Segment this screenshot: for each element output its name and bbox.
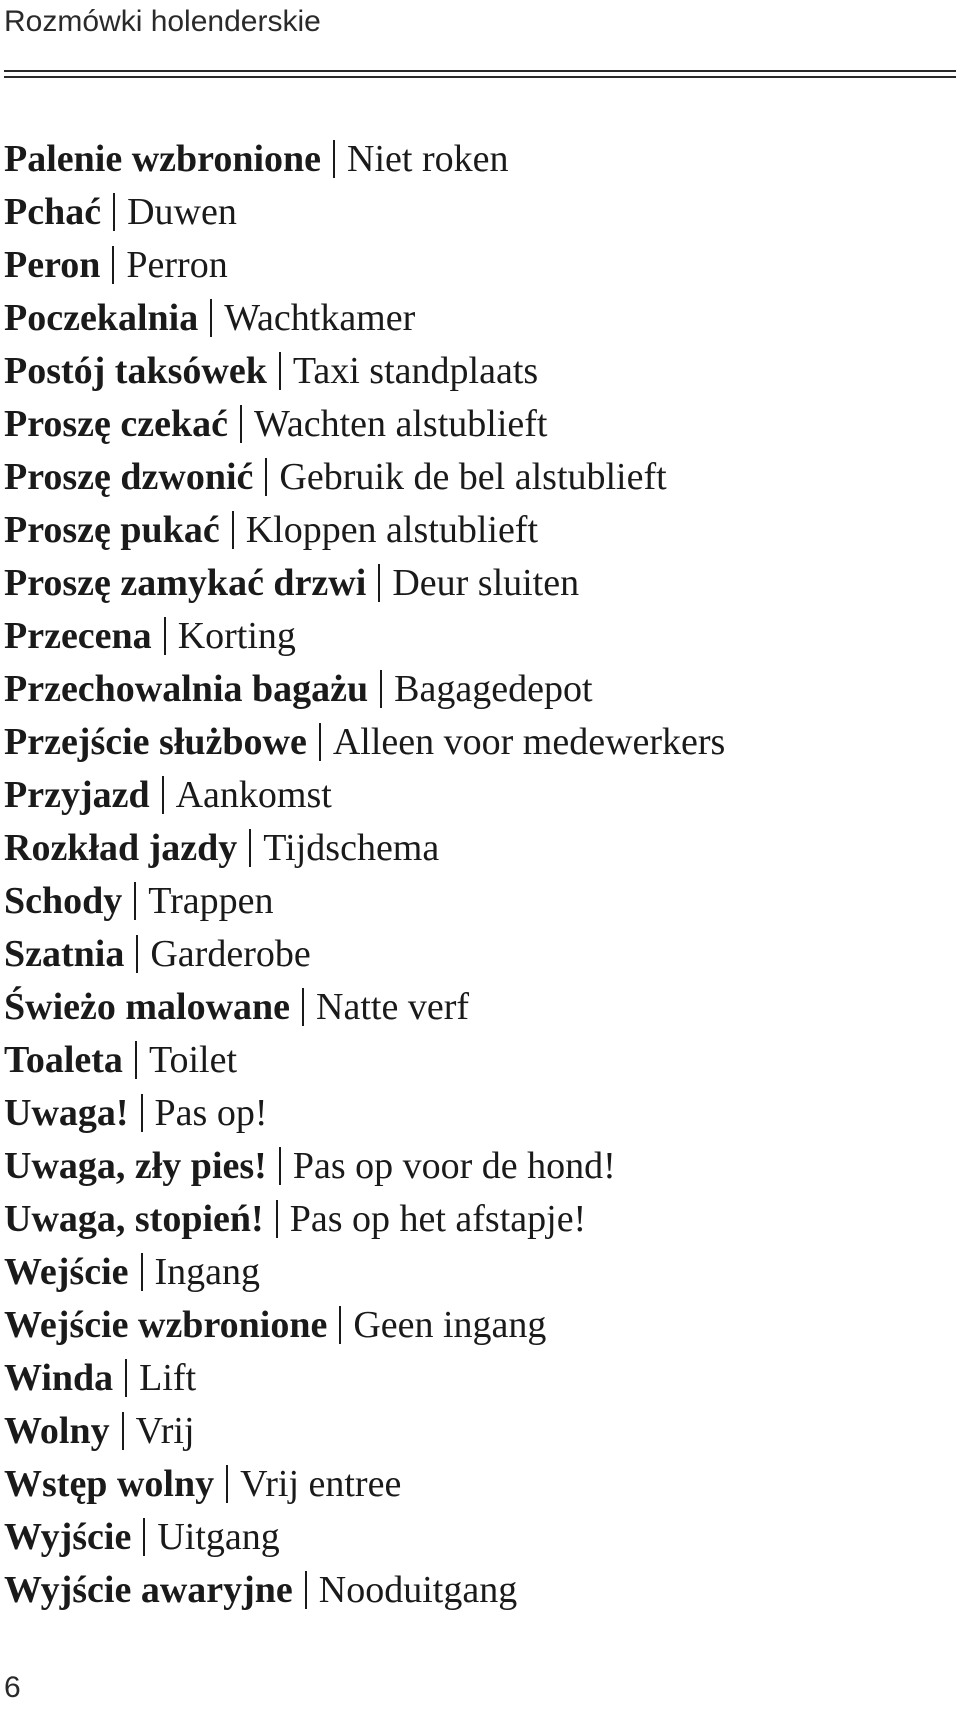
phrase-dutch: Trappen [148,880,274,922]
phrase-dutch: Perron [126,244,228,286]
phrase-dutch: Pas op voor de hond! [292,1145,616,1187]
phrase-dutch: Duwen [127,191,237,233]
phrase-list [4,133,954,1617]
phrase-separator [112,246,114,284]
phrase-polish: Proszę pukać [4,509,220,551]
header-double-rule [4,70,956,78]
phrase-polish: Wejście [4,1251,129,1293]
phrase-item [4,186,954,239]
phrase-polish: Proszę czekać [4,403,229,445]
phrase-dutch: Vrij entree [240,1463,402,1505]
phrase-item [4,1034,954,1087]
phrase-item [4,663,954,716]
phrase-dutch: Gebruik de bel alstublieft [279,456,667,498]
phrase-separator [302,988,304,1026]
phrase-item [4,1458,954,1511]
phrase-separator [276,1200,278,1238]
phrase-polish: Przecena [4,615,152,657]
phrase-polish: Uwaga! [4,1092,129,1134]
phrase-separator [136,935,138,973]
phrase-separator [164,617,166,655]
phrase-item [4,345,954,398]
phrase-separator [135,1041,137,1079]
phrase-item [4,451,954,504]
phrase-polish: Postój taksówek [4,350,267,392]
phrase-separator [143,1518,145,1556]
phrase-polish: Wolny [4,1410,110,1452]
phrase-item [4,769,954,822]
phrase-polish: Świeżo malowane [4,986,291,1028]
phrase-polish: Toaleta [4,1039,123,1081]
phrase-dutch: Vrij [135,1410,195,1452]
phrase-separator [113,193,115,231]
phrase-separator [265,458,267,496]
phrase-polish: Szatnia [4,933,125,975]
phrase-item [4,1140,954,1193]
phrase-item [4,1405,954,1458]
phrase-item [4,239,954,292]
phrase-dutch: Ingang [154,1251,261,1293]
phrase-polish: Winda [4,1357,114,1399]
phrase-item [4,398,954,451]
phrase-polish: Rozkład jazdy [4,827,238,869]
phrase-item [4,133,954,186]
phrase-separator [380,670,382,708]
page-number: 6 [4,1671,21,1704]
phrase-dutch: Alleen voor medewerkers [332,721,726,763]
phrase-dutch: Toilet [148,1039,238,1081]
phrase-polish: Poczekalnia [4,297,199,339]
phrase-dutch: Kloppen alstublieft [245,509,539,551]
phrase-item [4,1299,954,1352]
phrase-separator [210,299,212,337]
phrase-dutch: Geen ingang [353,1304,547,1346]
phrase-separator [279,352,281,390]
phrase-item [4,928,954,981]
phrase-item [4,875,954,928]
phrase-dutch: Tijdschema [263,827,440,869]
phrase-polish: Wstęp wolny [4,1463,215,1505]
phrase-polish: Wyjście awaryjne [4,1569,293,1611]
phrase-polish: Schody [4,880,123,922]
phrase-polish: Wejście wzbronione [4,1304,328,1346]
phrase-separator [240,405,242,443]
phrase-polish: Peron [4,244,101,286]
phrase-polish: Uwaga, stopień! [4,1198,264,1240]
phrase-item [4,610,954,663]
phrase-separator [141,1253,143,1291]
phrase-dutch: Uitgang [157,1516,280,1558]
phrase-separator [141,1094,143,1132]
phrase-polish: Uwaga, zły pies! [4,1145,267,1187]
phrase-item [4,1352,954,1405]
phrase-separator [162,776,164,814]
phrase-separator [319,723,321,761]
phrase-item [4,822,954,875]
phrase-item [4,716,954,769]
phrase-polish: Przejście służbowe [4,721,307,763]
phrase-dutch: Wachtkamer [224,297,416,339]
phrase-separator [125,1359,127,1397]
phrase-polish: Pchać [4,191,102,233]
phrase-polish: Proszę zamykać drzwi [4,562,367,604]
phrase-separator [122,1412,124,1450]
phrase-polish: Proszę dzwonić [4,456,254,498]
phrase-item [4,557,954,610]
phrase-separator [226,1465,228,1503]
phrase-item [4,1246,954,1299]
phrase-dutch: Taxi standplaats [292,350,539,392]
phrase-dutch: Deur sluiten [392,562,580,604]
phrase-separator [279,1147,281,1185]
phrase-separator [378,564,380,602]
phrase-dutch: Pas op! [154,1092,268,1134]
phrase-polish: Palenie wzbronione [4,138,322,180]
phrase-dutch: Wachten alstublieft [254,403,548,445]
phrase-separator [339,1306,341,1344]
phrase-dutch: Bagagedepot [394,668,593,710]
page-title: Rozmówki holenderskie [4,5,321,38]
phrase-polish: Przechowalnia bagażu [4,668,369,710]
phrase-dutch: Niet roken [347,138,509,180]
phrase-item [4,1564,954,1617]
phrase-dutch: Korting [177,615,296,657]
phrase-dutch: Garderobe [150,933,311,975]
phrase-separator [249,829,251,867]
phrase-separator [232,511,234,549]
phrase-dutch: Lift [139,1357,197,1399]
phrase-item [4,292,954,345]
phrase-dutch: Nooduitgang [318,1569,518,1611]
phrase-separator [134,882,136,920]
phrase-item [4,1511,954,1564]
phrase-item [4,1193,954,1246]
phrase-polish: Przyjazd [4,774,150,816]
phrase-item [4,504,954,557]
phrase-item [4,981,954,1034]
phrase-separator [333,140,335,178]
page-header [4,2,956,42]
phrase-separator [305,1571,307,1609]
phrase-polish: Wyjście [4,1516,132,1558]
phrase-dutch: Aankomst [175,774,332,816]
phrase-dutch: Pas op het afstapje! [289,1198,587,1240]
phrase-item [4,1087,954,1140]
phrase-dutch: Natte verf [316,986,469,1028]
